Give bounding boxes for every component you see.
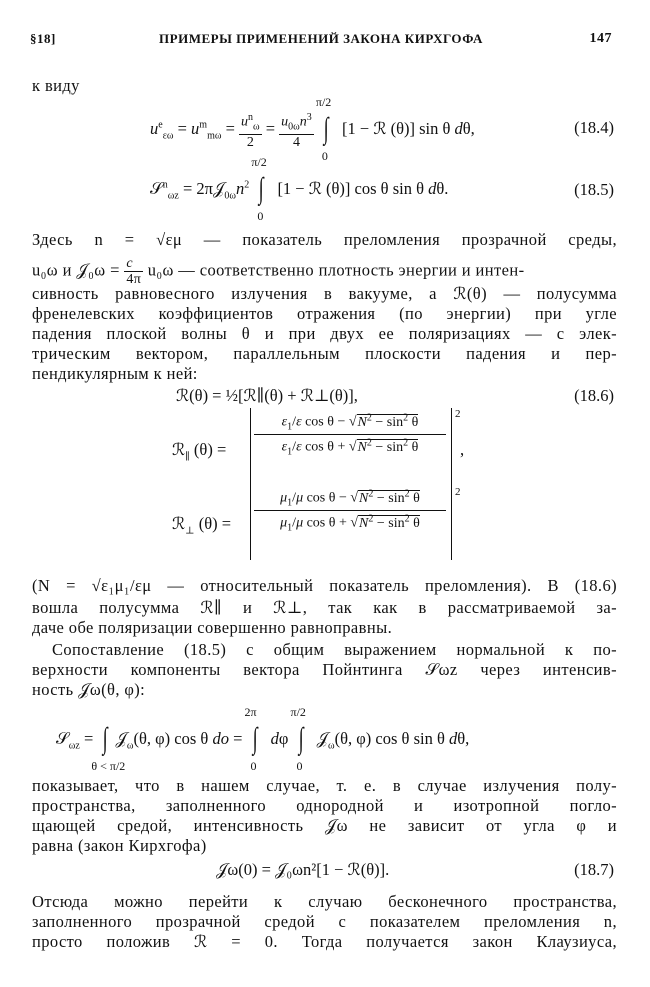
poynting-integral: 𝒮$_{\omega z}$ = ∫ θ < π/2 𝒥$_\omega$(θ, φ) cos θ do = 2π ∫ 0 dφ π/2 ∫ 0 𝒥$_\omega$(θ, φ) cos θ sin θ dθ, [56,705,470,773]
equation-18-6: ℛ(θ) = ½[ℛ∥(θ) + ℛ⊥(θ)], [176,386,358,405]
paragraph-line: френелевских коэффициентов отражения (по энергии) при угле [32,304,617,323]
comma: , [460,440,465,459]
paragraph-line: щающей средой, интенсивность 𝒥ω не зависит от угла φ и [32,816,617,835]
running-header [30,31,612,51]
paragraph-line: Здесь n = √εμ — показатель преломления прозрачной среды, [32,230,617,249]
equation-18-5: 𝒮$^n_{\omega z}$ = $2\pi 𝒥_{0\omega}n^2$ π/2 ∫ 0 [1 − ℛ (θ)] cos θ sin θ dθ. [150,155,449,223]
paragraph-line: показывает, что в нашем случае, т. е. в случае излучения полу- [32,776,617,795]
exponent-2: 2 [455,408,461,420]
page-number: 147 [589,31,612,46]
r-perp-fraction: $\mu_1/\mu$ $\cos \theta - √N^2 - \sin^2 \theta$ $\mu_1/\mu$ $\cos \theta + √N^2 - \sin^2 \theta$ [254,486,446,536]
paragraph-line: Отсюда можно перейти к случаю бесконечного пространства, [32,892,617,911]
equation-18-7: 𝒥ω(0) = 𝒥₀ωn²[1 − ℛ(θ)]. [216,860,390,879]
paragraph-line: вошла полусумма ℛ∥ и ℛ⊥, так как в рассматриваемой за- [32,598,617,617]
paragraph-line: пространства, заполненного однородной и изотропной погло- [32,796,617,815]
equation-18-4: $u^e_{\varepsilon\omega} = u^m_{m\omega}$ = $\frac{u^n_\omega}{2}$ = $\frac{u_{0\omega}n^3}{4}$ π/2 ∫ 0 [1 − ℛ (θ)] sin θ dθ, [150,95,475,164]
paragraph-line: (N = √ε₁μ₁/εμ — относительный показатель преломления). В (18.6) [32,576,617,595]
paragraph-line: просто положив ℛ = 0. Тогда получается закон Клаузиуса, [32,932,617,951]
r-parallel-label: ℛ$_\parallel$ (θ) = [172,440,227,463]
equation-number-18-7: (18.7) [574,860,614,879]
running-title: ПРИМЕРЫ ПРИМЕНЕНИЙ ЗАКОНА КИРХГОФА [159,31,483,46]
paragraph-line: сивность равновесного излучения в вакууме, а ℛ(θ) — полусумма [32,284,617,303]
equation-number-18-5: (18.5) [574,180,614,199]
paragraph-line: заполненного прозрачной средой с показателем преломления n, [32,912,617,931]
paragraph-line: даче обе поляризации совершенно равноправны. [32,618,393,637]
r-perp-label: ℛ$_\perp$ (θ) = [172,514,232,537]
section-marker: §18] [30,31,56,46]
paragraph-line: Сопоставление (18.5) с общим выражением нормальной к по- [52,640,617,659]
paragraph-line: верхности компоненты вектора Пойнтинга 𝒮ωz через интенсив- [32,660,617,679]
paragraph-line: пендикулярным к ней: [32,364,198,383]
exponent-2: 2 [455,486,461,498]
paragraph-line: трическим вектором, параллельным плоскости падения и пер- [32,344,617,363]
paragraph-line [32,256,617,287]
inline-text: u₀ω — соответственно плотность энергии и интен- [147,260,525,280]
paragraph-line: падения плоской волны θ и при двух ее поляризациях — с элек- [32,324,617,343]
r-parallel-fraction: $\varepsilon_1/\varepsilon$ $\cos \theta - √N^2 - \sin^2 \theta$ $\varepsilon_1/\varepsilon$ $\cos \theta + √N^2 - \sin^2 \theta$ [254,410,446,460]
fraction-c-over-4pi: $\frac{c}{4\pi}$ [126,256,142,287]
paragraph-line: ность 𝒥ω(θ, φ): [32,680,146,699]
inline-text: u₀ω и 𝒥₀ω = [32,260,120,280]
paragraph-line: равна (закон Кирхгофа) [32,836,207,855]
equation-number-18-6: (18.6) [574,386,614,405]
equation-number-18-4: (18.4) [574,118,614,137]
intro-text: к виду [32,76,80,95]
